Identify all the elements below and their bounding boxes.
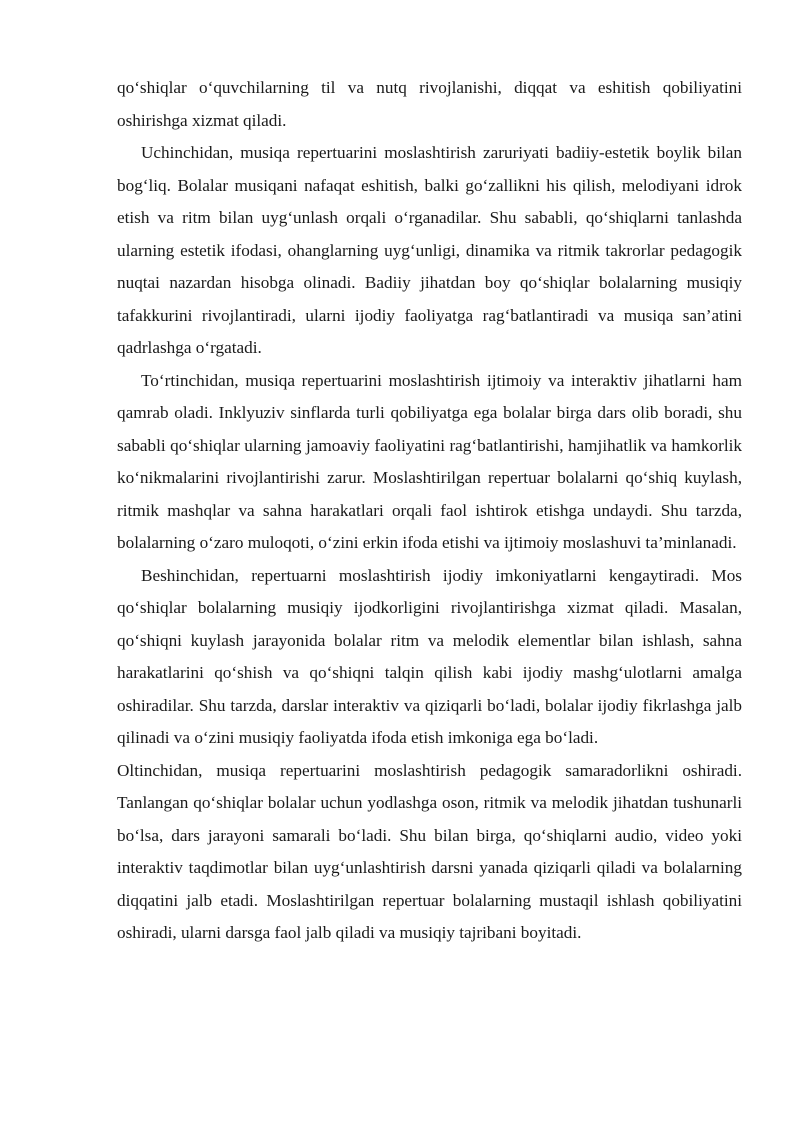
paragraph-beshinchidan: Beshinchidan, repertuarni moslashtirish ijodiy imkoniyatlarni kengaytiradi. Mos qo‘shiqlar bolalarning musiqiy ijodkorligini rivojlantirishga xizmat qiladi. Masalan, qo‘shiqni kuylash jarayonida bolalar ritm va melodik elementlar bilan ishlash, sahna harakatlarini qo‘shish va qo‘shiqni talqin qilish kabi ijodiy mashg‘ulotlarni amalga oshiradilar. Shu tarzda, darslar interaktiv va qiziqarli bo‘ladi, bolalar ijodiy fikrlashga jalb qilinadi va o‘zini musiqiy faoliyatda ifoda etish imkoniga ega bo‘ladi. [117,565,742,747]
document-body [117,72,742,950]
paragraph-uchinchidan: Uchinchidan, musiqa repertuarini moslashtirish zaruriyati badiiy-estetik boylik bilan bog‘liq. Bolalar musiqani nafaqat eshitish, balki go‘zallikni his qilish, melodiyani idrok etish va ritm bilan uyg‘unlash orqali o‘rganadilar. Shu sababli, qo‘shiqlarni tanlashda ularning estetik ifodasi, ohanglarning uyg‘unligi, dinamika va ritmik takrorlar pedagogik nuqtai nazardan hisobga olinadi. Badiiy jihatdan boy qo‘shiqlar bolalarning musiqiy tafakkurini rivojlantiradi, ularni ijodiy faoliyatga rag‘batlantiradi va musiqa san’atini qadrlashga o‘rgatadi. [117,143,742,357]
paragraph-tortinchidan: To‘rtinchidan, musiqa repertuarini moslashtirish ijtimoiy va interaktiv jihatlarni ham qamrab oladi. Inklyuziv sinflarda turli qobiliyatga ega bolalar birga dars olib boradi, shu sababli qo‘shiqlar ularning jamoaviy faoliyatini rag‘batlantirishi, hamjihatlik va hamkorlik ko‘nikmalarini rivojlantirishi zarur. Moslashtirilgan repertuar bolalarni qo‘shiq kuylash, ritmik mashqlar va sahna harakatlari orqali faol ishtirok etishga undaydi. Shu tarzda, bolalarning o‘zaro muloqoti, o‘zini erkin ifoda etishi va ijtimoiy moslashuvi ta’minlanadi. [117,370,742,552]
paragraph-continuation: qo‘shiqlar o‘quvchilarning til va nutq rivojlanishi, diqqat va eshitish qobiliyatini oshirishga xizmat qiladi. [117,78,742,130]
paragraph-oltinchidan: Oltinchidan, musiqa repertuarini moslashtirish pedagogik samaradorlikni oshiradi. Tanlangan qo‘shiqlar bolalar uchun yodlashga oson, ritmik va melodik jihatdan tushunarli bo‘lsa, dars jarayoni samarali bo‘ladi. Shu bilan birga, qo‘shiqlarni audio, video yoki interaktiv taqdimotlar bilan uyg‘unlashtirish darsni yanada qiziqarli qiladi va bolalarning diqqatini jalb etadi. Moslashtirilgan repertuar bolalarning mustaqil ishlash qobiliyatini oshiradi, ularni darsga faol jalb qiladi va musiqiy tajribani boyitadi. [117,760,742,942]
